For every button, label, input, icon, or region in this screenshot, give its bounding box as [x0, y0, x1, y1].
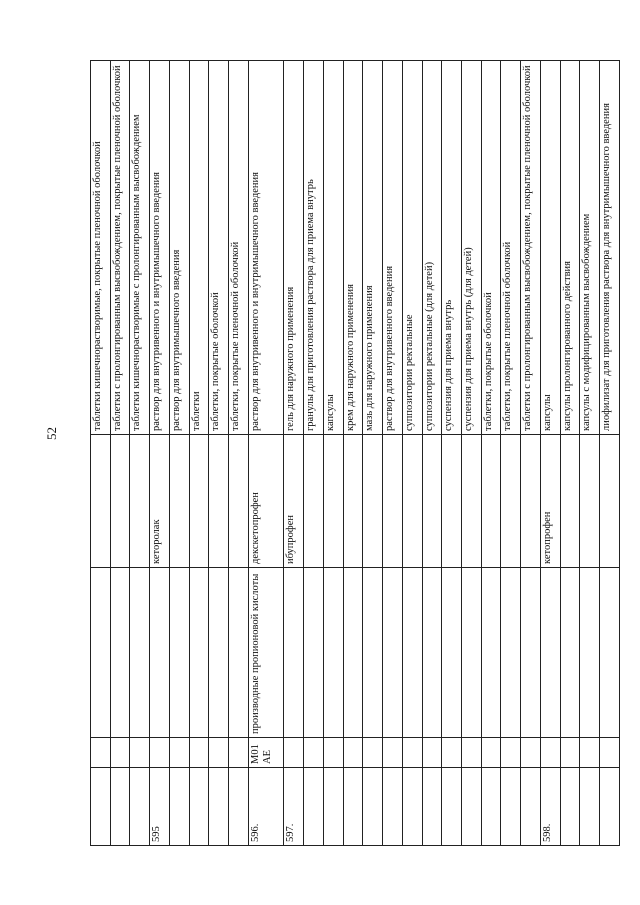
dosage-form-cell: мазь для наружного применения: [363, 61, 383, 435]
table-row: [501, 61, 521, 846]
dosage-form-cell: суспензия для приема внутрь (для детей): [462, 61, 482, 435]
table-row: [110, 61, 130, 846]
dosage-form-cell: таблетки, покрытые оболочкой: [209, 61, 229, 435]
drug-name-cell: [462, 435, 482, 568]
table-row: [462, 61, 482, 846]
dosage-form-cell: таблетки, покрытые оболочкой: [481, 61, 501, 435]
drug-name-cell: [560, 435, 580, 568]
group-cell: [91, 568, 111, 738]
row-number-cell: [323, 768, 343, 846]
dosage-form-cell: раствор для внутримышечного введения: [169, 61, 189, 435]
table-row: [363, 61, 383, 846]
drug-name-cell: [600, 435, 620, 568]
row-number-cell: 598.: [540, 768, 560, 846]
table-row: [323, 61, 343, 846]
table-row: [560, 61, 580, 846]
atc-code-cell: [521, 738, 541, 768]
dosage-form-cell: гранулы для приготовления раствора для приема внутрь: [304, 61, 324, 435]
atc-code-cell: [501, 738, 521, 768]
atc-code-cell: [323, 738, 343, 768]
dosage-form-cell: таблетки, покрытые пленочной оболочкой: [229, 61, 249, 435]
group-cell: [540, 568, 560, 738]
table-row: [209, 61, 229, 846]
group-cell: [580, 568, 600, 738]
group-cell: [600, 568, 620, 738]
drug-name-cell: [363, 435, 383, 568]
drug-name-cell: ибупрофен: [284, 435, 304, 568]
dosage-form-cell: таблетки с пролонгированным высвобождением, покрытые пленочной оболочкой: [521, 61, 541, 435]
atc-code-cell: [600, 738, 620, 768]
atc-code-cell: [189, 738, 209, 768]
group-cell: [343, 568, 363, 738]
table-row: [150, 61, 170, 846]
table-row: [481, 61, 501, 846]
drug-name-cell: [91, 435, 111, 568]
drug-name-cell: [481, 435, 501, 568]
dosage-form-cell: капсулы с модифицированным высвобождением: [580, 61, 600, 435]
group-cell: [462, 568, 482, 738]
drug-name-cell: [169, 435, 189, 568]
table-row: [284, 61, 304, 846]
dosage-form-cell: таблетки, покрытые пленочной оболочкой: [501, 61, 521, 435]
group-cell: [130, 568, 150, 738]
table-row: [422, 61, 442, 846]
drug-name-cell: [521, 435, 541, 568]
atc-code-cell: M01AE: [248, 738, 284, 768]
dosage-form-cell: раствор для внутривенного и внутримышечного введения: [150, 61, 170, 435]
drug-name-cell: [383, 435, 403, 568]
dosage-form-cell: суппозитории ректальные (для детей): [422, 61, 442, 435]
row-number-cell: [110, 768, 130, 846]
drug-name-cell: [422, 435, 442, 568]
row-number-cell: 597.: [284, 768, 304, 846]
dosage-form-cell: таблетки кишечнорастворимые, покрытые пленочной оболочкой: [91, 61, 111, 435]
drug-name-cell: [189, 435, 209, 568]
row-number-cell: [560, 768, 580, 846]
table-row: [130, 61, 150, 846]
atc-code-cell: [580, 738, 600, 768]
drug-name-cell: кетопрофен: [540, 435, 560, 568]
table-row: [91, 61, 111, 846]
atc-code-cell: [540, 738, 560, 768]
row-number-cell: [304, 768, 324, 846]
atc-code-cell: [462, 738, 482, 768]
group-cell: [229, 568, 249, 738]
dosage-form-cell: капсулы: [323, 61, 343, 435]
dosage-form-cell: таблетки с пролонгированным высвобождением, покрытые пленочной оболочкой: [110, 61, 130, 435]
drug-name-cell: кеторолак: [150, 435, 170, 568]
dosage-form-cell: таблетки: [189, 61, 209, 435]
atc-code-cell: [304, 738, 324, 768]
row-number-cell: [402, 768, 422, 846]
atc-code-cell: [343, 738, 363, 768]
row-number-cell: [363, 768, 383, 846]
row-number-cell: [130, 768, 150, 846]
group-cell: [422, 568, 442, 738]
atc-code-cell: [110, 738, 130, 768]
atc-code-cell: [402, 738, 422, 768]
row-number-cell: [343, 768, 363, 846]
group-cell: [521, 568, 541, 738]
table-row: [189, 61, 209, 846]
drug-name-cell: [580, 435, 600, 568]
row-number-cell: [580, 768, 600, 846]
drug-table-body: [91, 61, 620, 846]
dosage-form-cell: лиофилизат для приготовления раствора для внутримышечного введения: [600, 61, 620, 435]
atc-code-cell: [383, 738, 403, 768]
row-number-cell: [442, 768, 462, 846]
dosage-form-cell: крем для наружного применения: [343, 61, 363, 435]
drug-name-cell: [110, 435, 130, 568]
dosage-form-cell: капсулы пролонгированного действия: [560, 61, 580, 435]
group-cell: [189, 568, 209, 738]
page-number: 52: [44, 427, 59, 440]
row-number-cell: 596.: [248, 768, 284, 846]
group-cell: [481, 568, 501, 738]
row-number-cell: [169, 768, 189, 846]
table-row: [343, 61, 363, 846]
group-cell: [284, 568, 304, 738]
row-number-cell: [481, 768, 501, 846]
table-row: [383, 61, 403, 846]
group-cell: [501, 568, 521, 738]
dosage-form-cell: таблетки кишечнорастворимые с пролонгированным высвобождением: [130, 61, 150, 435]
atc-code-cell: [284, 738, 304, 768]
row-number-cell: [600, 768, 620, 846]
group-cell: [383, 568, 403, 738]
drug-name-cell: [323, 435, 343, 568]
drug-name-cell: [343, 435, 363, 568]
dosage-form-cell: капсулы: [540, 61, 560, 435]
drug-name-cell: [130, 435, 150, 568]
table-row: [402, 61, 422, 846]
table-row: [442, 61, 462, 846]
table-row: [248, 61, 284, 846]
atc-code-cell: [209, 738, 229, 768]
row-number-cell: [422, 768, 442, 846]
row-number-cell: [209, 768, 229, 846]
atc-code-cell: [442, 738, 462, 768]
row-number-cell: [462, 768, 482, 846]
drug-name-cell: [501, 435, 521, 568]
drug-name-cell: [442, 435, 462, 568]
table-row: [304, 61, 324, 846]
drug-name-cell: [304, 435, 324, 568]
group-cell: [402, 568, 422, 738]
atc-code-cell: [363, 738, 383, 768]
row-number-cell: 595: [150, 768, 170, 846]
row-number-cell: [521, 768, 541, 846]
row-number-cell: [229, 768, 249, 846]
dosage-form-cell: гель для наружного применения: [284, 61, 304, 435]
table-row: [540, 61, 560, 846]
table-row: [521, 61, 541, 846]
table-row: [229, 61, 249, 846]
atc-code-cell: [169, 738, 189, 768]
group-cell: [323, 568, 343, 738]
row-number-cell: [501, 768, 521, 846]
drug-name-cell: декскетопрофен: [248, 435, 284, 568]
group-cell: [110, 568, 130, 738]
dosage-form-cell: раствор для внутривенного и внутримышечного введения: [248, 61, 284, 435]
dosage-form-cell: суспензия для приема внутрь: [442, 61, 462, 435]
group-cell: [442, 568, 462, 738]
row-number-cell: [91, 768, 111, 846]
drug-name-cell: [402, 435, 422, 568]
group-cell: [363, 568, 383, 738]
group-cell: [560, 568, 580, 738]
drug-table: [90, 60, 620, 846]
row-number-cell: [189, 768, 209, 846]
atc-code-cell: [130, 738, 150, 768]
row-number-cell: [383, 768, 403, 846]
atc-code-cell: [229, 738, 249, 768]
atc-code-cell: [91, 738, 111, 768]
table-row: [169, 61, 189, 846]
group-cell: [304, 568, 324, 738]
atc-code-cell: [150, 738, 170, 768]
group-cell: [150, 568, 170, 738]
group-cell: [169, 568, 189, 738]
atc-code-cell: [560, 738, 580, 768]
group-cell: производные пропионовой кислоты: [248, 568, 284, 738]
drug-name-cell: [229, 435, 249, 568]
dosage-form-cell: суппозитории ректальные: [402, 61, 422, 435]
atc-code-cell: [422, 738, 442, 768]
dosage-form-cell: раствор для внутривенного введения: [383, 61, 403, 435]
table-row: [600, 61, 620, 846]
rotated-table-container: [90, 61, 620, 846]
atc-code-cell: [481, 738, 501, 768]
group-cell: [209, 568, 229, 738]
drug-name-cell: [209, 435, 229, 568]
table-row: [580, 61, 600, 846]
